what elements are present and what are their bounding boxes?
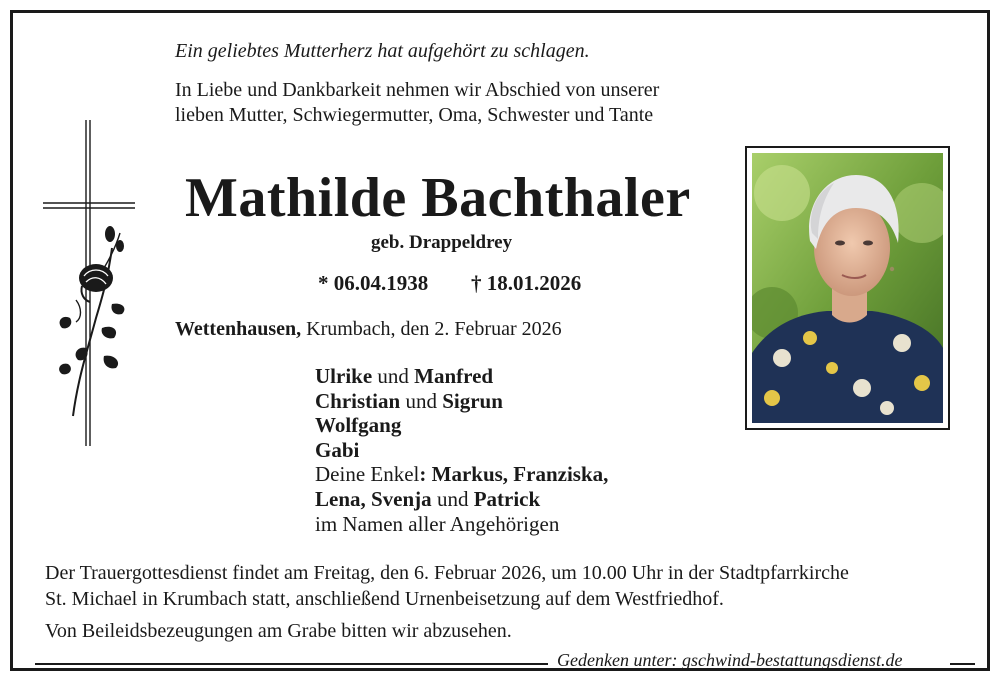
- farewell-line-2: lieben Mutter, Schwiegermutter, Oma, Schwester und Tante: [175, 104, 654, 126]
- family-row-4: Gabi: [315, 437, 360, 462]
- place-rest: Krumbach, den 2. Februar 2026: [301, 318, 562, 340]
- death-date: † 18.01.2026: [471, 271, 582, 295]
- cross-with-rose-icon: [40, 118, 140, 448]
- service-line-2: St. Michael in Krumbach statt, anschließend Urnenbeisetzung auf dem Westfriedhof.: [45, 588, 724, 610]
- farewell-line-1: In Liebe und Dankbarkeit nehmen wir Abschied von unserer: [175, 79, 660, 101]
- family-row-2: Christian und Sigrun: [315, 388, 503, 413]
- maiden-name: geb. Drappeldrey: [371, 232, 513, 253]
- family-row-5: Deine Enkel: Markus, Franziska,: [315, 462, 609, 487]
- footer-rule-left: [35, 663, 548, 665]
- deceased-name: Mathilde Bachthaler: [185, 167, 691, 229]
- birth-date: * 06.04.1938: [318, 271, 429, 295]
- service-line-1: Der Trauergottesdienst findet am Freitag, den 6. Februar 2026, um 10.00 Uhr in der Stadtpfarrkirche: [45, 562, 849, 584]
- family-row-3: Wolfgang: [315, 413, 402, 438]
- memorial-link[interactable]: Gedenken unter: gschwind-bestattungsdienst.de: [557, 650, 903, 670]
- place-date-line: [175, 318, 562, 341]
- intro-line: Ein geliebtes Mutterherz hat aufgehört zu schlagen.: [175, 40, 590, 62]
- footer-rule-right: [950, 663, 975, 665]
- condolence-note: Von Beileidsbezeugungen am Grabe bitten wir abzusehen.: [45, 620, 512, 642]
- portrait-frame: [745, 146, 950, 430]
- family-row-7: im Namen aller Angehörigen: [315, 511, 560, 536]
- service-announcement: [45, 560, 849, 612]
- footer: [35, 650, 975, 670]
- family-row-6: Lena, Svenja und Patrick: [315, 486, 541, 511]
- place-town: Wettenhausen,: [175, 318, 302, 340]
- family-list: [315, 364, 608, 536]
- family-row-1: Ulrike und Manfred: [315, 364, 494, 388]
- portrait-photo: [752, 153, 943, 423]
